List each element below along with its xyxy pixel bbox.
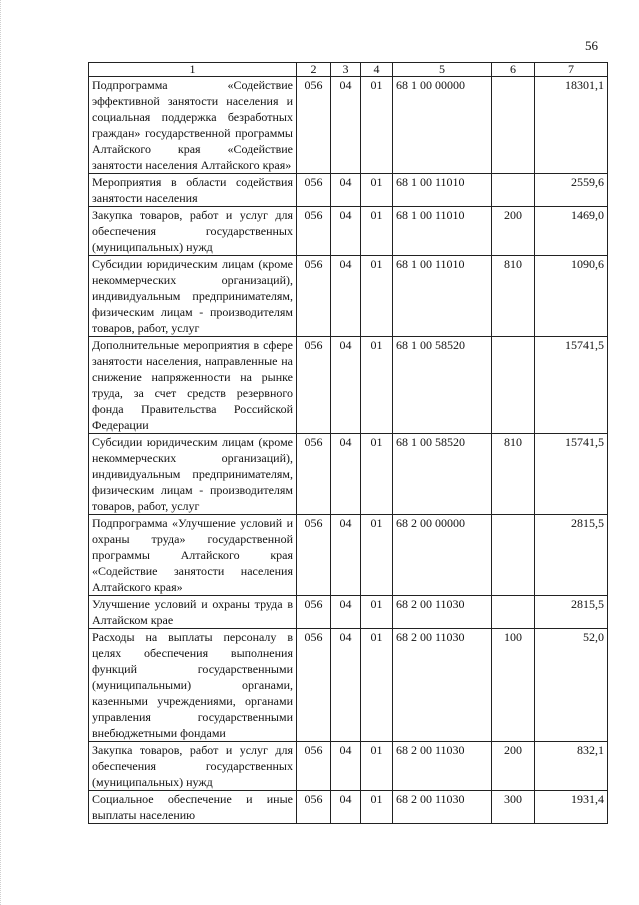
expense-name: Субсидии юридическим лицам (кроме некоммерческих организаций), индивидуальным предпринимателям, физическим лицам - производителям товаров, работ, услуг — [89, 434, 297, 515]
table-row — [89, 515, 608, 596]
expense-type-code — [492, 77, 535, 174]
expense-type-code — [492, 337, 535, 434]
table-row — [89, 434, 608, 515]
subsection-code: 01 — [361, 515, 393, 596]
column-header: 4 — [361, 63, 393, 77]
target-article-code: 68 2 00 11030 — [393, 742, 492, 791]
expense-type-code: 100 — [492, 629, 535, 742]
expense-name: Субсидии юридическим лицам (кроме некоммерческих организаций), индивидуальным предпринимателям, физическим лицам - производителям товаров, работ, услуг — [89, 256, 297, 337]
budget-table — [88, 62, 608, 824]
page-number: 56 — [585, 38, 598, 53]
target-article-code: 68 2 00 11030 — [393, 629, 492, 742]
subsection-code: 01 — [361, 629, 393, 742]
subsection-code: 01 — [361, 434, 393, 515]
expense-type-code: 810 — [492, 434, 535, 515]
amount: 2559,6 — [535, 174, 608, 207]
expense-type-code: 200 — [492, 207, 535, 256]
amount: 18301,1 — [535, 77, 608, 174]
target-article-code: 68 2 00 00000 — [393, 515, 492, 596]
section-code: 04 — [331, 77, 361, 174]
amount: 15741,5 — [535, 337, 608, 434]
target-article-code: 68 2 00 11030 — [393, 596, 492, 629]
table-row — [89, 207, 608, 256]
subsection-code: 01 — [361, 742, 393, 791]
column-header: 7 — [535, 63, 608, 77]
section-code: 04 — [331, 256, 361, 337]
ministry-code: 056 — [297, 434, 331, 515]
subsection-code: 01 — [361, 596, 393, 629]
amount: 1090,6 — [535, 256, 608, 337]
ministry-code: 056 — [297, 256, 331, 337]
ministry-code: 056 — [297, 77, 331, 174]
subsection-code: 01 — [361, 791, 393, 824]
section-code: 04 — [331, 791, 361, 824]
table-row — [89, 174, 608, 207]
table-row — [89, 256, 608, 337]
section-code: 04 — [331, 629, 361, 742]
expense-name: Подпрограмма «Содействие эффективной занятости населения и социальная поддержка безработных граждан» государственной программы Алтайского края «Содействие занятости населения Алтайского края» — [89, 77, 297, 174]
column-header: 2 — [297, 63, 331, 77]
section-code: 04 — [331, 742, 361, 791]
amount: 52,0 — [535, 629, 608, 742]
ministry-code: 056 — [297, 791, 331, 824]
expense-name: Расходы на выплаты персоналу в целях обеспечения выполнения функций государственными (муниципальными) органами, казенными учреждениями, органами управления государственными внебюджетными фондами — [89, 629, 297, 742]
section-code: 04 — [331, 207, 361, 256]
section-code: 04 — [331, 174, 361, 207]
table-row — [89, 742, 608, 791]
amount: 1931,4 — [535, 791, 608, 824]
table-row — [89, 596, 608, 629]
target-article-code: 68 2 00 11030 — [393, 791, 492, 824]
ministry-code: 056 — [297, 174, 331, 207]
amount: 15741,5 — [535, 434, 608, 515]
expense-name: Закупка товаров, работ и услуг для обеспечения государственных (муниципальных) нужд — [89, 207, 297, 256]
column-header: 1 — [89, 63, 297, 77]
expense-name: Дополнительные мероприятия в сфере занятости населения, направленные на снижение напряженности на рынке труда, за счет средств резервного фонда Правительства Российской Федерации — [89, 337, 297, 434]
subsection-code: 01 — [361, 256, 393, 337]
expense-name: Подпрограмма «Улучшение условий и охраны труда» государственной программы Алтайского края «Содействие занятости населения Алтайского края» — [89, 515, 297, 596]
expense-type-code: 200 — [492, 742, 535, 791]
table-row — [89, 337, 608, 434]
header-row — [89, 63, 608, 77]
subsection-code: 01 — [361, 77, 393, 174]
ministry-code: 056 — [297, 742, 331, 791]
target-article-code: 68 1 00 11010 — [393, 207, 492, 256]
amount: 2815,5 — [535, 515, 608, 596]
column-header: 6 — [492, 63, 535, 77]
section-code: 04 — [331, 596, 361, 629]
expense-type-code — [492, 515, 535, 596]
table-row — [89, 77, 608, 174]
subsection-code: 01 — [361, 174, 393, 207]
expense-name: Социальное обеспечение и иные выплаты населению — [89, 791, 297, 824]
target-article-code: 68 1 00 11010 — [393, 256, 492, 337]
section-code: 04 — [331, 434, 361, 515]
expense-type-code — [492, 596, 535, 629]
column-header: 3 — [331, 63, 361, 77]
expense-type-code: 300 — [492, 791, 535, 824]
subsection-code: 01 — [361, 207, 393, 256]
table-row — [89, 629, 608, 742]
column-header: 5 — [393, 63, 492, 77]
ministry-code: 056 — [297, 629, 331, 742]
expense-name: Закупка товаров, работ и услуг для обеспечения государственных (муниципальных) нужд — [89, 742, 297, 791]
subsection-code: 01 — [361, 337, 393, 434]
target-article-code: 68 1 00 58520 — [393, 434, 492, 515]
table-row — [89, 791, 608, 824]
ministry-code: 056 — [297, 515, 331, 596]
expense-type-code: 810 — [492, 256, 535, 337]
ministry-code: 056 — [297, 207, 331, 256]
expense-name: Мероприятия в области содействия занятости населения — [89, 174, 297, 207]
section-code: 04 — [331, 515, 361, 596]
expense-type-code — [492, 174, 535, 207]
amount: 832,1 — [535, 742, 608, 791]
target-article-code: 68 1 00 11010 — [393, 174, 492, 207]
section-code: 04 — [331, 337, 361, 434]
scan-margin-edge — [0, 0, 5, 905]
amount: 1469,0 — [535, 207, 608, 256]
expense-name: Улучшение условий и охраны труда в Алтайском крае — [89, 596, 297, 629]
amount: 2815,5 — [535, 596, 608, 629]
ministry-code: 056 — [297, 337, 331, 434]
ministry-code: 056 — [297, 596, 331, 629]
target-article-code: 68 1 00 58520 — [393, 337, 492, 434]
target-article-code: 68 1 00 00000 — [393, 77, 492, 174]
